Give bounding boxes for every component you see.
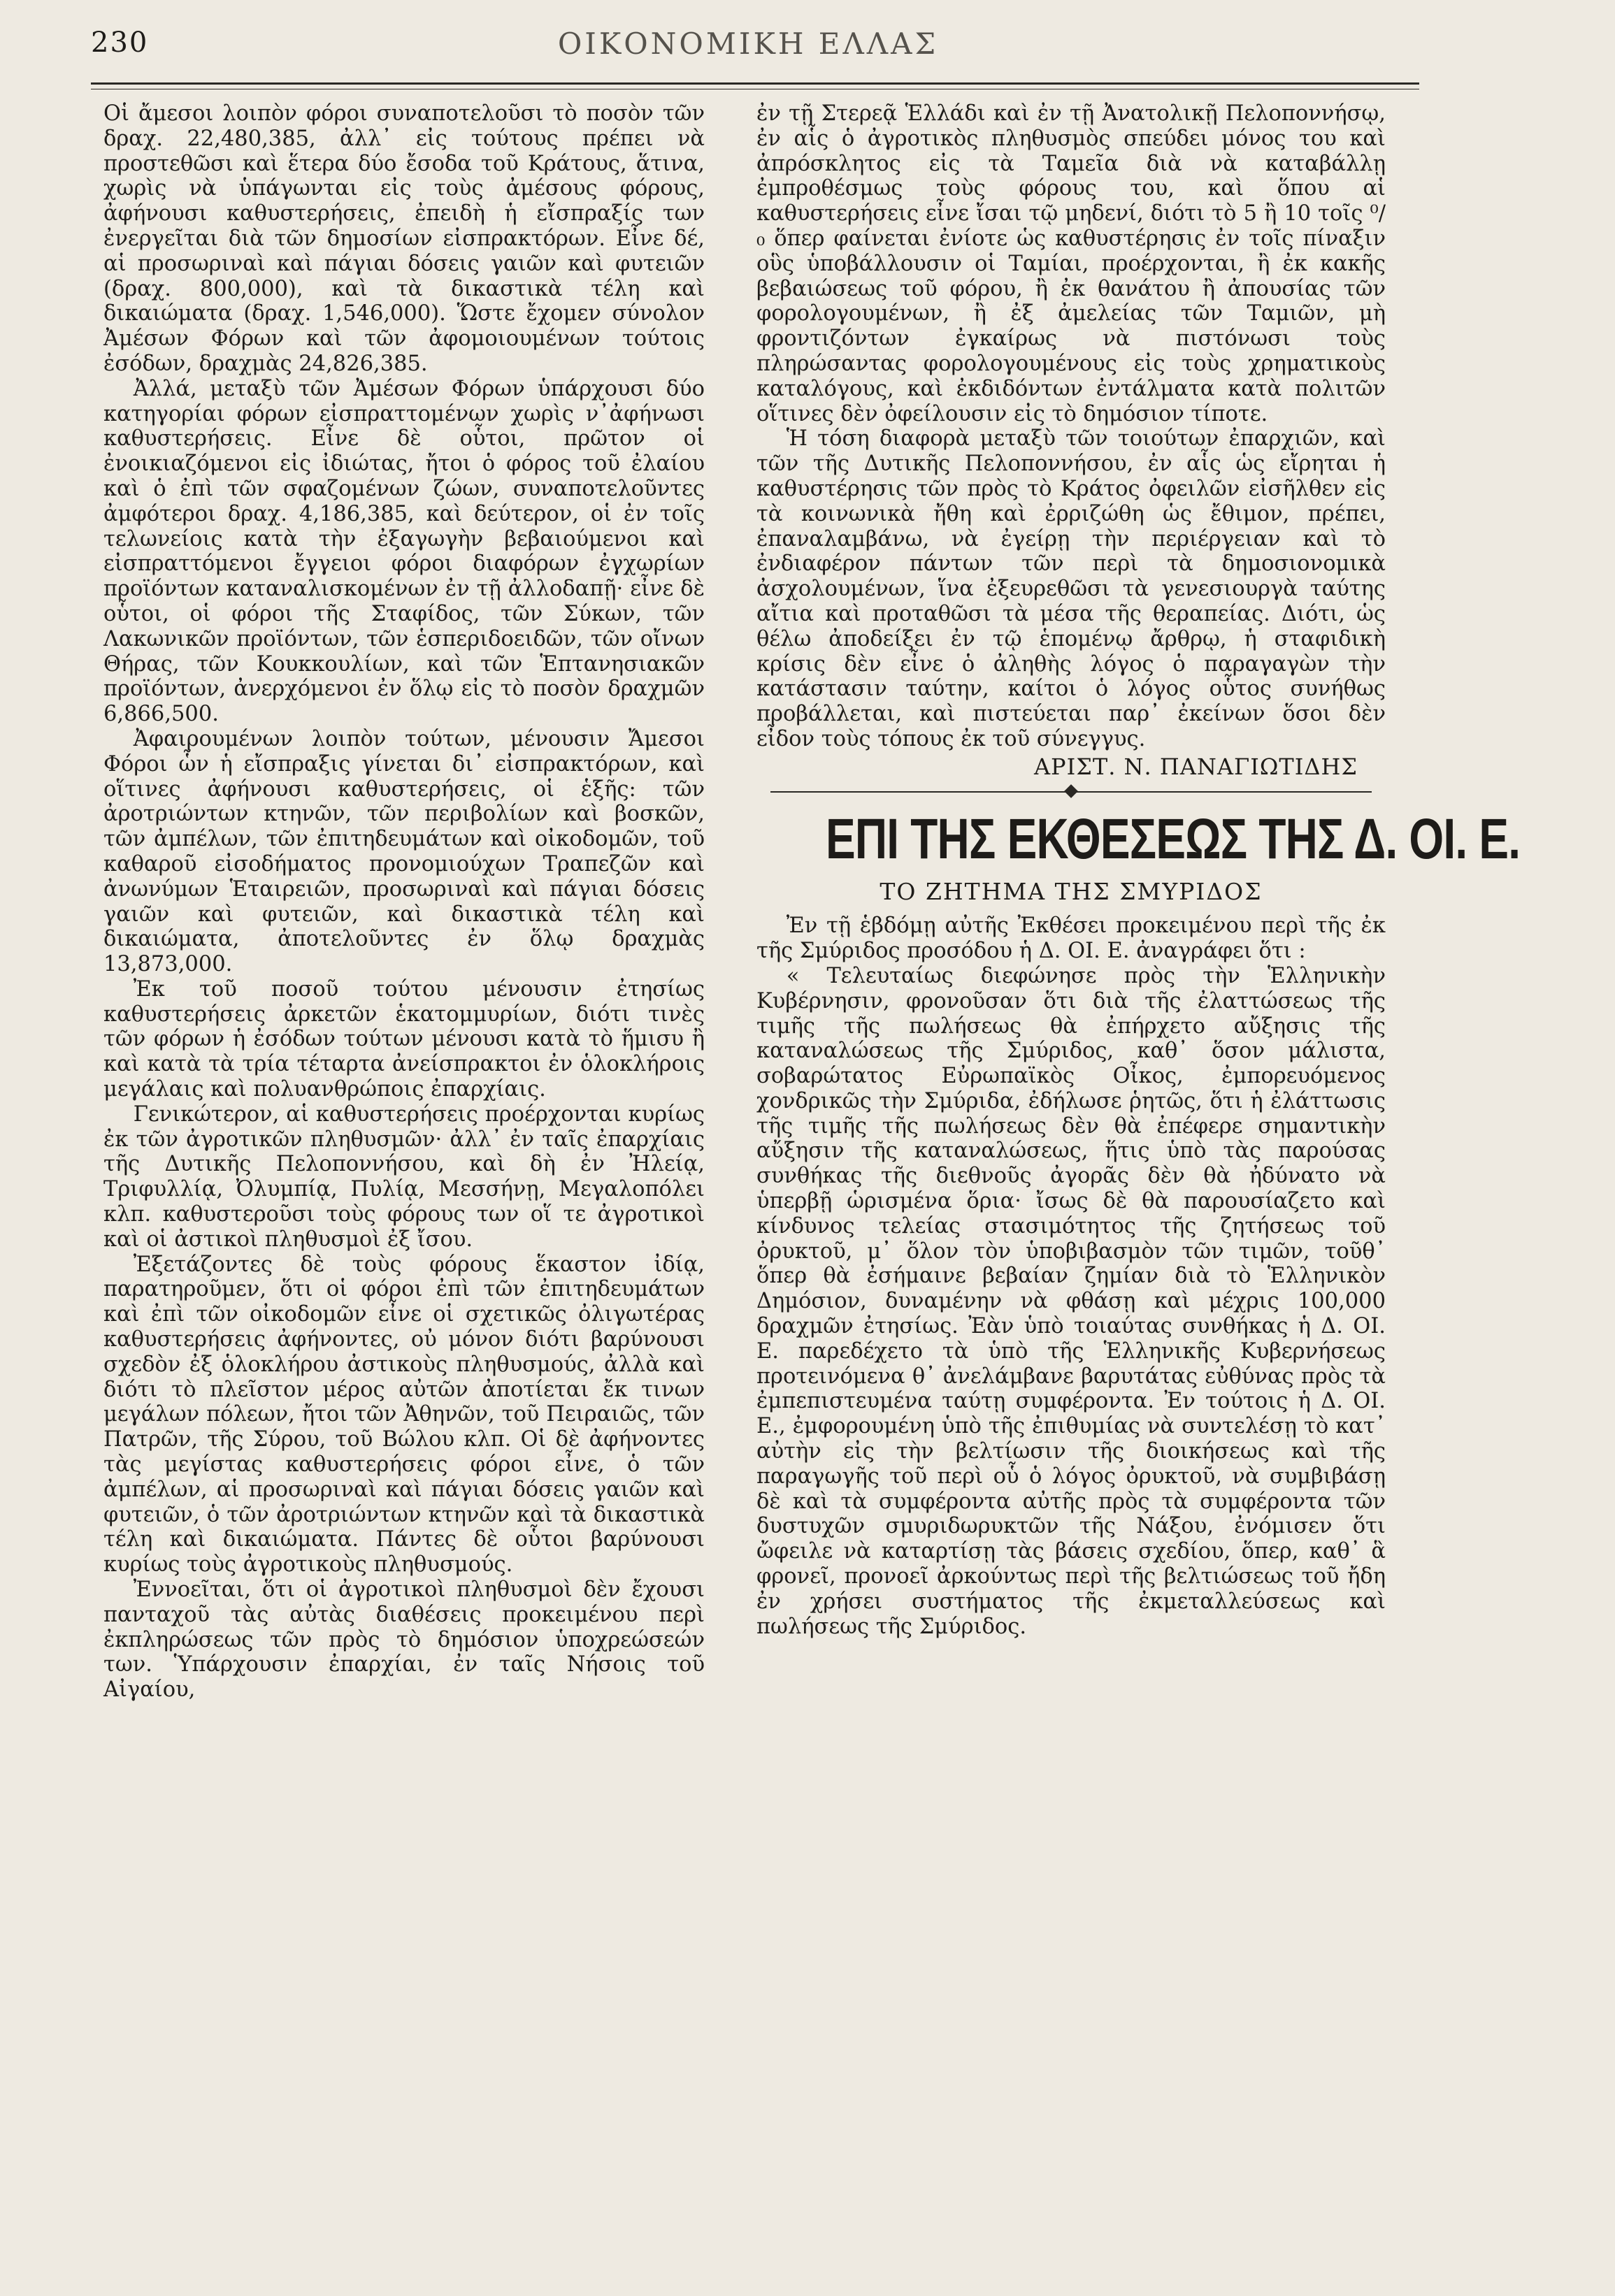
paragraph: Ἐν τῇ ἑβδόμῃ αὐτῆς Ἐκθέσει προκειμένου περὶ τῆς ἐκ τῆς Σμύριδος προσόδου ἡ Δ. ΟΙ. Ε. ἀναγράφει ὅτι :: [756, 914, 1386, 964]
header-rule: [91, 82, 1419, 89]
paragraph: Ἀφαιρουμένων λοιπὸν τούτων, μένουσιν Ἄμεσοι Φόροι ὧν ἡ εἴσπραξις γίνεται δι᾽ εἰσπρακτόρων, καὶ οἵτινες ἀφήνουσι καθυστερήσεις, οἱ ἑξῆς: τῶν ἀροτριώντων κτηνῶν, τῶν περιβολίων καὶ βοσκῶν, τῶν ἀμπέλων, τῶν ἐπιτηδευμάτων καὶ οἰκοδομῶν, τοῦ καθαροῦ εἰσοδήματος προνομιούχων Τραπεζῶν καὶ ἀνωνύμων Ἑταιρειῶν, προσωριναὶ καὶ πάγιαι δόσεις γαιῶν καὶ φυτειῶν, καὶ δικαστικὰ τέλη καὶ δικαιώματα, ἀποτελοῦντες ἐν ὅλῳ δραχμὰς 13,873,000.: [103, 726, 705, 977]
right-column: [756, 101, 1521, 1639]
divider-ornament: [1064, 784, 1078, 798]
section-heading: ΕΠΙ ΤΗΣ ΕΚΘΕΣΕΩΣ ΤΗΣ Δ. ΟΙ. Ε.: [826, 807, 1521, 871]
page-number: 230: [91, 27, 149, 59]
running-title: ΟΙΚΟΝΟΜΙΚΗ ΕΛΛΑΣ: [557, 27, 939, 61]
paragraph: ἐν τῇ Στερεᾷ Ἑλλάδι καὶ ἐν τῇ Ἀνατολικῇ Πελοποννήσῳ, ἐν αἷς ὁ ἀγροτικὸς πληθυσμὸς σπεύδει μόνος του καὶ ἀπρόσκλητος εἰς τὰ Ταμεῖα διὰ νὰ καταβάλλῃ ἐμπροθέσμως τοὺς φόρους του, καὶ ὅπου αἱ καθυστερήσεις εἶνε ἴσαι τῷ μηδενί, διότι τὸ 5 ἢ 10 τοῖς ⁰/₀ ὅπερ φαίνεται ἐνίοτε ὡς καθυστέρησις ἐν τοῖς πίναξιν οὓς ὑποβάλλουσιν οἱ Ταμίαι, προέρχονται, ἢ ἐκ κακῆς βεβαιώσεως τοῦ φόρου, ἢ ἐκ θανάτου ἢ ἀπουσίας τῶν φορολογουμένων, ἢ ἐξ ἀμελείας τῶν Ταμιῶν, μὴ φροντιζόντων ἐγκαίρως νὰ πιστόνωσι τοὺς πληρώσαντας φορολογουμένους εἰς τοὺς χρηματικοὺς καταλόγους, καὶ ἐκδιδόντων ἐντάλματα κατὰ πολιτῶν οἵτινες δὲν ὀφείλουσιν εἰς τὸ δημόσιον τίποτε.: [756, 101, 1386, 426]
paragraph: Ἐννοεῖται, ὅτι οἱ ἀγροτικοὶ πληθυσμοὶ δὲν ἔχουσι πανταχοῦ τὰς αὐτὰς διαθέσεις προκειμένου περὶ ἐκπληρώσεως τῶν πρὸς τὸ δημόσιον ὑποχρεώσεών των. Ὑπάρχουσιν ἐπαρχίαι, ἐν ταῖς Νήσοις τοῦ Αἰγαίου,: [103, 1577, 705, 1703]
left-column: [103, 101, 705, 1703]
paragraph: Γενικώτερον, αἱ καθυστερήσεις προέρχονται κυρίως ἐκ τῶν ἀγροτικῶν πληθυσμῶν· ἀλλ᾽ ἐν ταῖς ἐπαρχίαις τῆς Δυτικῆς Πελοποννήσου, καὶ δὴ ἐν Ἠλείᾳ, Τριφυλλίᾳ, Ὀλυμπίᾳ, Πυλίᾳ, Μεσσήνῃ, Μεγαλοπόλει κλπ. καθυστεροῦσι τοὺς φόρους των οἵ τε ἀγροτικοὶ καὶ οἱ ἀστικοὶ πληθυσμοὶ ἐξ ἴσου.: [103, 1102, 705, 1252]
paragraph: Ἐξετάζοντες δὲ τοὺς φόρους ἕκαστον ἰδίᾳ, παρατηροῦμεν, ὅτι οἱ φόροι ἐπὶ τῶν ἐπιτηδευμάτων καὶ ἐπὶ τῶν οἰκοδομῶν εἶνε οἱ σχετικῶς ὀλιγωτέρας καθυστερήσεις ἀφήνοντες, οὐ μόνον διότι βαρύνουσι σχεδὸν ἐξ ὁλοκλήρου ἀστικοὺς πληθυσμούς, ἀλλὰ καὶ διότι τὸ πλεῖστον μέρος αὐτῶν ἀποτίεται ἔκ τινων μεγάλων πόλεων, ἤτοι τῶν Ἀθηνῶν, τοῦ Πειραιῶς, τῶν Πατρῶν, τῆς Σύρου, τοῦ Βώλου κλπ. Οἱ δὲ ἀφήνοντες τὰς μεγίστας καθυστερήσεις φόροι εἶνε, ὁ τῶν ἀμπέλων, αἱ προσωριναὶ καὶ πάγιαι δόσεις γαιῶν καὶ φυτειῶν, ὁ τῶν ἀροτριώντων κτηνῶν καὶ τὰ δικαστικὰ τέλη καὶ δικαιώματα. Πάντες δὲ οὗτοι βαρύνουσι κυρίως τοὺς ἀγροτικοὺς πληθυσμούς.: [103, 1252, 705, 1577]
author-signature: ΑΡΙΣΤ. Ν. ΠΑΝΑΓΙΩΤΙΔΗΣ: [1033, 753, 1358, 780]
paragraph: « Τελευταίως διεφώνησε πρὸς τὴν Ἑλληνικὴν Κυβέρνησιν, φρονοῦσαν ὅτι διὰ τῆς ἐλαττώσεως τῆς τιμῆς τῆς πωλήσεως θὰ ἐπήρχετο αὔξησις τῆς καταναλώσεως τῆς Σμύριδος, καθ᾽ ὅσον μάλιστα, σοβαρώτατος Εὐρωπαϊκὸς Οἶκος, ἐμπορευόμενος χονδρικῶς τὴν Σμύριδα, ἐδήλωσε ῥητῶς, ὅτι ἡ ἐλάττωσις τῆς τιμῆς τῆς πωλήσεως δὲν θὰ ἐπέφερε σημαντικὴν αὔξησιν τῆς καταναλώσεως, ἥτις ὑπὸ τὰς παρούσας συνθήκας τῆς διεθνοῦς ἀγορᾶς δὲν θὰ ἠδύνατο νὰ ὑπερβῇ ὡρισμένα ὅρια· ἴσως δὲ θὰ παρουσίαζετο καὶ κίνδυνος τελείας στασιμότητος τῆς ζητήσεως τοῦ ὀρυκτοῦ, μ᾽ ὅλον τὸν ὑποβιβασμὸν τῶν τιμῶν, τοῦθ᾽ ὅπερ θὰ ἐσήμαινε βεβαίαν ζημίαν διὰ τὸ Ἑλληνικὸν Δημόσιον, δυναμένην νὰ φθάσῃ καὶ μέχρις 100,000 δραχμῶν ἐτησίως. Ἐὰν ὑπὸ τοιαύτας συνθήκας ἡ Δ. ΟΙ. Ε. παρεδέχετο τὰ ὑπὸ τῆς Ἑλληνικῆς Κυβερνήσεως προτεινόμενα θ᾽ ἀνελάμβανε βαρυτάτας εὐθύνας πρὸς τὰ ἐμπεπιστευμένα ταύτῃ συμφέροντα. Ἐν τούτοις ἡ Δ. ΟΙ. Ε., ἐμφορουμένη ὑπὸ τῆς ἐπιθυμίας νὰ συντελέσῃ τὸ κατ᾽ αὐτὴν εἰς τὴν βελτίωσιν τῆς διοικήσεως καὶ τῆς παραγωγῆς τοῦ περὶ οὗ ὁ λόγος ὀρυκτοῦ, νὰ συμβιβάσῃ δὲ καὶ τὰ συμφέροντα αὐτῆς πρὸς τὰ συμφέροντα τῶν δυστυχῶν σμυριδωρυκτῶν τῆς Νάξου, ἐνόμισεν ὅτι ὤφειλε νὰ καταρτίσῃ τὰς βάσεις σχεδίου, ὅπερ, καθ᾽ ἃ φρονεῖ, προνοεῖ ἀρκούντως περὶ τῆς βελτιώσεως τοῦ ἤδη ἐν χρήσει συστήματος τῆς ἐκμεταλλεύσεως καὶ πωλήσεως τῆς Σμύριδος.: [756, 963, 1386, 1639]
section-subheading: ΤΟ ΖΗΤΗΜΑ ΤΗΣ ΣΜΥΡΙΔΟΣ: [880, 877, 1263, 905]
section-divider: [770, 783, 1372, 801]
paragraph: Ἀλλά, μεταξὺ τῶν Ἀμέσων Φόρων ὑπάρχουσι δύο κατηγορίαι φόρων εἰσπραττομένων χωρὶς ν᾽ἀφήνωσι καθυστερήσεις. Εἶνε δὲ οὗτοι, πρῶτον οἱ ἐνοικιαζόμενοι εἰς ἰδιώτας, ἤτοι ὁ φόρος τοῦ ἐλαίου καὶ ὁ ἐπὶ τῶν σφαζομένων ζώων, συναποτελοῦντες ἀμφότεροι δραχ. 4,186,385, καὶ δεύτερον, οἱ ἐν τοῖς τελωνείοις κατὰ τὴν ἐξαγωγὴν βεβαιούμενοι καὶ εἰσπραττόμενοι ἔγγειοι φόροι διαφόρων ἐγχωρίων προϊόντων καταναλισκομένων ἐν τῇ ἀλλοδαπῇ· εἶνε δὲ οὗτοι, οἱ φόροι τῆς Σταφίδος, τῶν Σύκων, τῶν Λακωνικῶν προϊόντων, τῶν ἑσπεριδοειδῶν, τῶν οἴνων Θήρας, τῶν Κουκκουλίων, καὶ τῶν Ἑπτανησιακῶν προϊόντων, ἀνερχόμενοι ἐν ὅλῳ εἰς τὸ ποσὸν δραχμῶν 6,866,500.: [103, 376, 705, 727]
page-header: [91, 27, 1405, 68]
paragraph: Ἡ τόση διαφορὰ μεταξὺ τῶν τοιούτων ἐπαρχιῶν, καὶ τῶν τῆς Δυτικῆς Πελοποννήσου, ἐν αἷς ὡς εἴρηται ἡ καθυστέρησις τῶν πρὸς τὸ Κράτος ὀφειλῶν εἰσῆλθεν εἰς τὰ κοινωνικὰ ἤθη καὶ ἐρριζώθη ὡς ἔθιμον, πρέπει, ἐπαναλαμβάνω, νὰ ἐγείρῃ τὴν περιέργειαν καὶ τὸ ἐνδιαφέρον πάντων τῶν περὶ τὰ δημοσιονομικὰ ἀσχολουμένων, ἵνα ἐξευρεθῶσι τὰ γενεσιουργὰ ταύτης αἴτια καὶ προταθῶσι τὰ μέσα τῆς θεραπείας. Διότι, ὡς θέλω ἀποδείξει ἐν τῷ ἑπομένῳ ἄρθρῳ, ἡ σταφιδικὴ κρίσις δὲν εἶνε ὁ ἀληθὴς λόγος ὁ παραγαγὼν τὴν κατάστασιν ταύτην, καίτοι ὁ λόγος οὗτος συνήθως προβάλλεται, καὶ πιστεύεται παρ᾽ ἐκείνων ὅσοι δὲν εἶδον τοὺς τόπους ἐκ τοῦ σύνεγγυς.: [756, 426, 1386, 751]
paragraph: Οἱ ἄμεσοι λοιπὸν φόροι συναποτελοῦσι τὸ ποσὸν τῶν δραχ. 22,480,385, ἀλλ᾽ εἰς τούτους πρέπει νὰ προστεθῶσι καὶ ἕτερα δύο ἔσοδα τοῦ Κράτους, ἅτινα, χωρὶς νὰ ὑπάγωνται εἰς τοὺς ἀμέσους φόρους, ἀφήνουσι καθυστερήσεις, ἐπειδὴ ἡ εἴσπραξίς των ἐνεργεῖται διὰ τῶν δημοσίων εἰσπρακτόρων. Εἶνε δέ, αἱ προσωριναὶ καὶ πάγιαι δόσεις γαιῶν καὶ φυτειῶν (δραχ. 800,000), καὶ τὰ δικαστικὰ τέλη καὶ δικαιώματα (δραχ. 1,546,000). Ὥστε ἔχομεν σύνολον Ἀμέσων Φόρων καὶ τῶν ἀφομοιουμένων τούτοις ἐσόδων, δραχμὰς 24,826,385.: [103, 101, 705, 376]
paragraph: Ἐκ τοῦ ποσοῦ τούτου μένουσιν ἐτησίως καθυστερήσεις ἀρκετῶν ἑκατομμυρίων, διότι τινὲς τῶν φόρων ἡ ἐσόδων τούτων μένουσι κατὰ τὸ ἥμισυ ἢ καὶ κατὰ τὰ τρία τέταρτα ἀνείσπρακτοι ἐν ὁλοκλήροις μεγάλαις καὶ πολυανθρώποις ἐπαρχίαις.: [103, 976, 705, 1102]
